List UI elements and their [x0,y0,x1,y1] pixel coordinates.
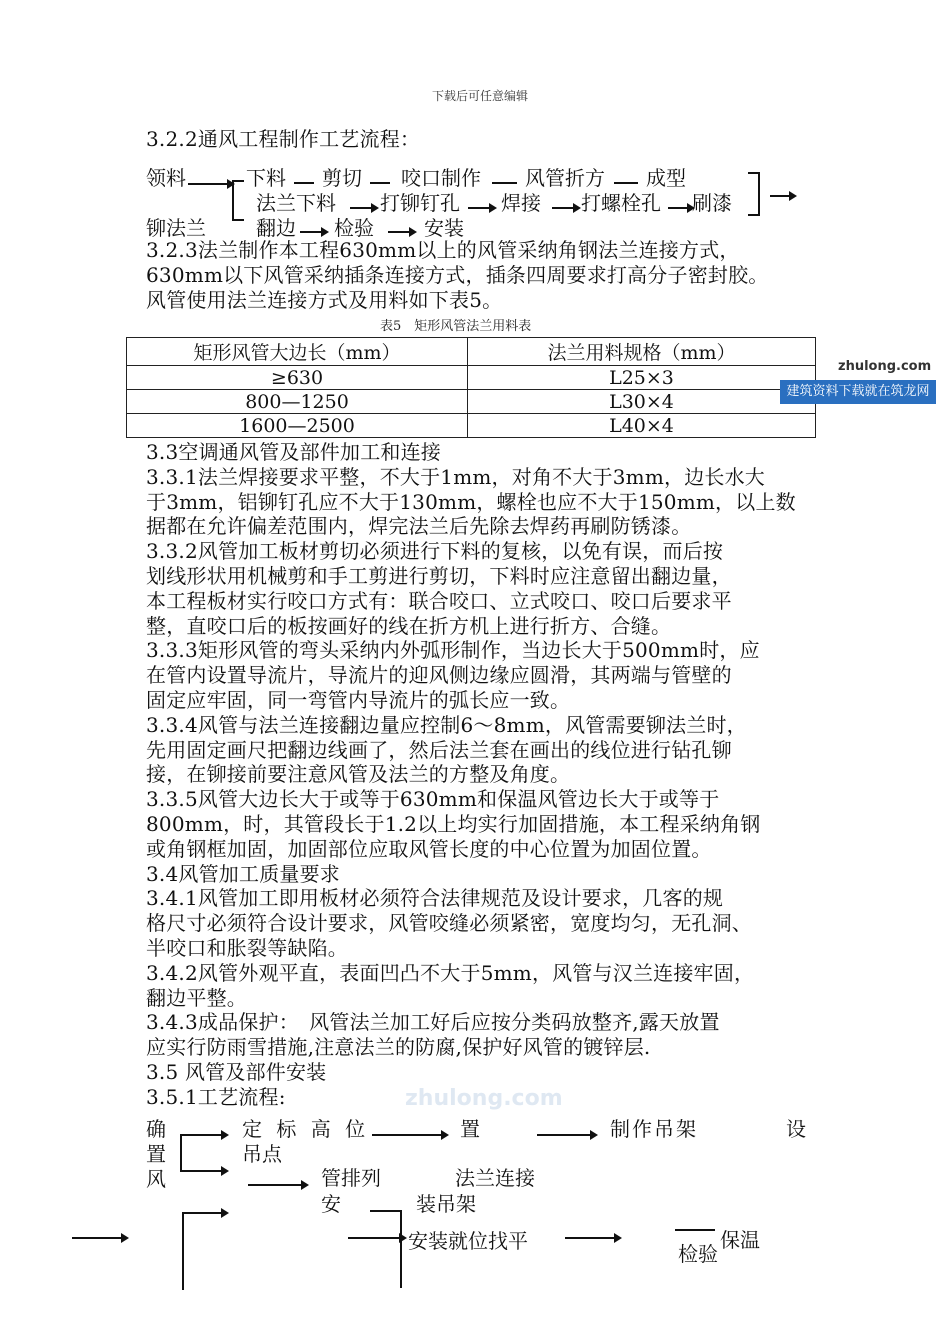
table-header-row [127,338,816,366]
table-cell: 1600—2500 [127,414,468,438]
table-cell: L40×4 [468,414,816,438]
flow-arrow [180,1134,222,1136]
flow-node: 安装 [424,216,464,240]
paragraph-line: 据都在允许偏差范围内，焊完法兰后先除去焊药再刷防锈漆。 [146,514,692,539]
flow-node: 焊接 [501,191,541,215]
flow-node: 风 [146,1167,166,1191]
paragraph-line: 整，直咬口后的板按画好的线在折方机上进行折方、合缝。 [146,613,672,638]
paragraph-line: 3.4.3成品保护： 风管法兰加工好后应按分类码放整齐,露天放置 [146,1010,720,1035]
logo-banner: 建筑资料下载就在筑龙网 [780,380,936,404]
table-row [127,390,816,414]
flow-node: 法兰下料 [256,191,336,215]
paragraph-line: 在管内设置导流片，导流片的迎风侧边缘应圆滑，其两端与管壁的 [146,663,732,688]
paragraph-line: 应实行防雨雪措施,注意法兰的防腐,保护好风管的镀锌层. [146,1035,651,1060]
table-cell: L30×4 [468,390,816,414]
table-cell: L25×3 [468,366,816,390]
flow-node: 剪切 [322,166,362,190]
flow-node: 打螺栓孔 [581,191,661,215]
table-row [127,366,816,390]
table-cell: 800—1250 [127,390,468,414]
paragraph-line: 800mm，时，其管段长于1.2以上均实行加固措施，本工程采纳角钢 [146,812,761,836]
flow-arrow [552,207,574,209]
flow-arrow [668,207,688,209]
logo-text: zhulong.com [838,359,932,374]
flow-bracket [748,172,760,174]
flow-arrow [188,183,228,185]
flow-node: 刷漆 [692,191,732,215]
flow-arrow [350,207,372,209]
flow-arrow [770,195,790,197]
watermark: zhulong.com [405,1086,563,1111]
paragraph-line: 3.3.3矩形风管的弯头采纳内外弧形制作，当边长大于500mm时，应 [146,638,760,663]
flow-node: 风管折方 [525,166,605,190]
flow-arrow [248,1184,302,1186]
paragraph-line: 于3mm，铝铆钉孔应不大于130mm，螺栓也应不大于150mm，以上数 [146,489,796,514]
flow-node: 咬口制作 [401,166,481,190]
paragraph-line: 本工程板材实行咬口方式有：联合咬口、立式咬口、咬口后要求平 [146,588,732,613]
paragraph-line: 翻边平整。 [146,985,247,1010]
flow-arrow [348,1237,400,1239]
paragraph-line: 半咬口和胀裂等缺陷。 [146,936,348,960]
flow-node: 保温 [720,1228,760,1252]
table-header-cell: 矩形风管大边长（mm） [127,338,468,366]
flow-node: 翻边 [256,216,296,240]
flow-node: 铆法兰 [146,216,206,240]
flow-arrow [468,207,490,209]
flow-arrow [388,231,410,233]
flow-arrow [372,1134,442,1136]
table-caption: 表5 矩形风管法兰用料表 [380,319,532,334]
flow-connector [675,1229,715,1231]
flow-connector [370,1210,402,1212]
flow-bracket [748,214,760,216]
flow-connector [492,182,517,184]
flow-bracket [232,180,244,182]
section-heading: 3.2.2通风工程制作工艺流程： [146,127,421,151]
paragraph-line: 3.5.1工艺流程: [146,1084,286,1109]
table-row [127,414,816,438]
flow-arrow [72,1237,122,1239]
flow-connector [180,1134,182,1172]
paragraph-line: 630mm以下风管采纳插条连接方式，插条四周要求打高分子密封胶。 [146,263,769,287]
paragraph-line: 先用固定画尺把翻边线画了，然后法兰套在画出的线位进行钻孔铆 [146,737,732,762]
flow-node: 置 [460,1117,480,1141]
paragraph-line: 3.3.5风管大边长大于或等于630mm和保温风管边长大于或等于 [146,787,720,812]
paragraph-line: 3.3空调通风管及部件加工和连接 [146,440,442,464]
flow-node: 检验 [678,1242,718,1266]
flow-node: 领料 [146,166,186,190]
paragraph-line: 3.3.4风管与法兰连接翻边量应控制6～8mm，风管需要铆法兰时， [146,712,747,737]
flow-arrow [565,1237,615,1239]
flow-node: 成型 [646,166,686,190]
flow-node: 设 [786,1117,806,1141]
paragraph-line: 3.5 风管及部件安装 [146,1060,327,1084]
paragraph-line: 接，在铆接前要注意风管及法兰的方整及角度。 [146,762,571,787]
flow-node: 制作吊架 [610,1117,698,1141]
paragraph-line: 风管使用法兰连接方式及用料如下表5。 [146,288,503,312]
flow-bracket [232,180,234,220]
flow-connector [614,182,638,184]
flow-node: 吊点 [242,1142,282,1166]
flow-bracket [758,172,760,216]
flange-material-table [126,337,816,438]
flow-node: 管排列 [321,1166,381,1190]
paragraph-line: 3.4风管加工质量要求 [146,861,341,886]
flow-connector [400,1210,402,1288]
flow-node: 装吊架 [416,1192,476,1216]
page-header: 下载后可任意编辑 [432,89,529,103]
paragraph-line: 或角钢框加固，加固部位应取风管长度的中心位置为加固位置。 [146,836,712,861]
paragraph-line: 3.4.1风管加工即用板材必须符合法律规范及设计要求，几客的规 [146,886,724,911]
flow-connector [370,182,390,184]
flow-node: 安 [321,1192,341,1216]
flow-arrow [180,1170,222,1172]
flow-node: 法兰连接 [455,1166,535,1190]
flow-node: 下料 [246,166,286,190]
flow-arrow [300,231,322,233]
paragraph-line: 3.3.1法兰焊接要求平整，不大于1mm，对角不大于3mm，边长水大 [146,464,765,489]
paragraph-line: 格尺寸必须符合设计要求，风管咬缝必须紧密，宽度均匀，无孔洞、 [146,911,752,936]
table-header-cell: 法兰用料规格（mm） [468,338,816,366]
flow-connector [182,1212,184,1290]
flow-node: 置 [146,1142,166,1166]
paragraph-line: 3.3.2风管加工板材剪切必须进行下料的复核，以免有误，而后按 [146,539,724,564]
flow-arrow [182,1212,222,1214]
paragraph-line: 划线形状用机械剪和手工剪进行剪切，下料时应注意留出翻边量， [146,564,732,588]
flow-bracket [232,219,244,221]
paragraph-line: 3.2.3法兰制作本工程630mm以上的风管采纳角钢法兰连接方式， [146,238,740,262]
flow-node: 确 [146,1117,166,1141]
flow-node: 定 标 高 位 [242,1117,370,1141]
flow-node: 打铆钉孔 [380,191,460,215]
flow-arrow [537,1134,591,1136]
flow-connector [294,182,314,184]
paragraph-line: 固定应牢固，同一弯管内导流片的弧长应一致。 [146,688,571,712]
paragraph-line: 3.4.2风管外观平直，表面凹凸不大于5mm，风管与汉兰连接牢固， [146,960,755,985]
flow-node: 安装就位找平 [408,1229,528,1253]
table-cell: ≥630 [127,366,468,390]
flow-node: 检验 [334,216,374,240]
